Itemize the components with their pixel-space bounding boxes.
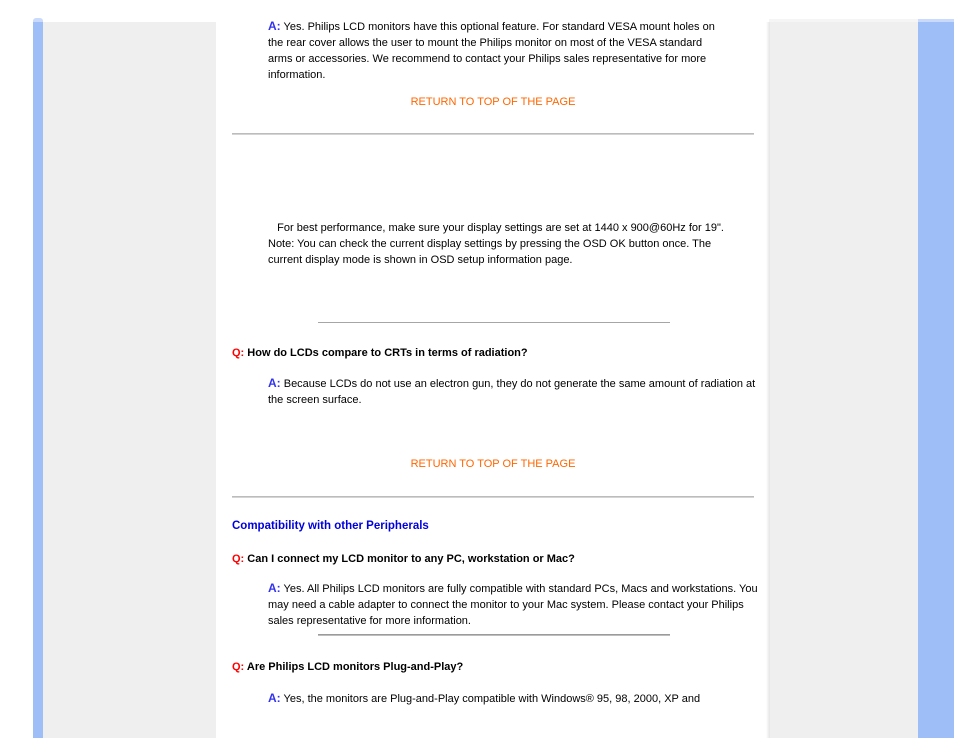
left-gray-panel (43, 22, 216, 738)
display-settings-text: For best performance, make sure your display settings are set at 1440 x 900@60Hz for 19". Note: You can check the current display settings by pressing the OSD OK button once. The current display mode is shown in OSD setup information page. (268, 222, 724, 266)
answer-radiation (268, 375, 758, 408)
answer-text: Yes, the monitors are Plug-and-Play compatible with Windows® 95, 98, 2000, XP and (280, 693, 701, 705)
right-accent-stripe (918, 22, 954, 738)
divider-short (318, 322, 670, 323)
answer-label: A: (268, 19, 281, 33)
question-text: Can I connect my LCD monitor to any PC, workstation or Mac? (244, 553, 575, 565)
right-panel-shadow (766, 22, 770, 738)
return-to-top-link[interactable]: RETURN TO TOP OF THE PAGE (410, 96, 576, 108)
question-label: Q: (232, 347, 245, 359)
answer-vesa (268, 18, 728, 83)
question-label: Q: (232, 553, 245, 565)
divider (232, 133, 754, 135)
section-title: Compatibility with other Peripherals (232, 520, 429, 532)
question-label: Q: (232, 661, 245, 673)
question-text: Are Philips LCD monitors Plug-and-Play? (244, 661, 464, 673)
question-text: How do LCDs compare to CRTs in terms of radiation? (244, 347, 528, 359)
answer-label: A: (268, 581, 281, 595)
return-to-top-link[interactable]: RETURN TO TOP OF THE PAGE (410, 458, 576, 470)
right-gray-panel (769, 22, 918, 738)
answer-text: Because LCDs do not use an electron gun, they do not generate the same amount of radiation at the screen surface. (268, 378, 756, 406)
answer-text: Yes. All Philips LCD monitors are fully compatible with standard PCs, Macs and workstations. You may need a cable adapter to connect the monitor to your Mac system. Please contact your Philips sales representative for more information. (268, 583, 758, 627)
answer-connect (268, 580, 758, 629)
question-radiation (232, 346, 528, 360)
display-settings-note (268, 220, 728, 268)
divider (232, 496, 754, 498)
question-connect (232, 552, 575, 566)
answer-pnp (268, 690, 738, 707)
answer-text: Yes. Philips LCD monitors have this optional feature. For standard VESA mount holes on the rear cover allows the user to mount the Philips monitor on most of the VESA standard arms or accessories. We recommend to contact your Philips sales representative for more information. (268, 21, 715, 81)
question-pnp (232, 660, 463, 674)
answer-label: A: (268, 691, 281, 705)
divider-short (318, 634, 670, 636)
left-accent-stripe (33, 22, 43, 738)
answer-label: A: (268, 376, 281, 390)
